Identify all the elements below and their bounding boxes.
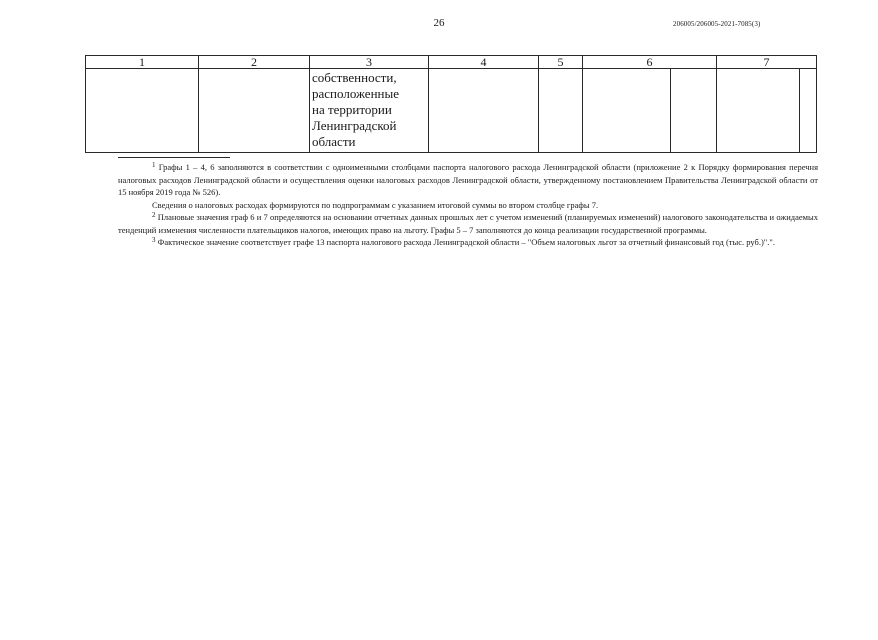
table-row bbox=[86, 69, 817, 153]
cell3-line: собственности, bbox=[312, 70, 397, 85]
footnote-separator bbox=[118, 157, 230, 158]
footnote-3 bbox=[118, 236, 818, 249]
cell3-line: Ленинградской bbox=[312, 118, 397, 133]
column-header-3: 3 bbox=[310, 56, 429, 69]
cell3-line: расположенные bbox=[312, 86, 399, 101]
footnote-text: Графы 1 – 4, 6 заполняются в соответствии с одноименными столбцами паспорта налогового расхода Ленинградской области (приложение 2 к Порядку формирования перечня налоговых расходов Ленинградской области и осуществления оценки налоговых расходов Ленинградской области, утвержденному постановлением Правительства Ленинградской области от 15 ноября 2019 года № 526). bbox=[118, 162, 819, 197]
column-header-1: 1 bbox=[86, 56, 199, 69]
table-cell-7a bbox=[717, 69, 800, 153]
footnote-mark: 1 bbox=[152, 161, 156, 169]
table-cell-6a bbox=[583, 69, 671, 153]
table-cell-3 bbox=[310, 69, 429, 153]
footnote-2 bbox=[118, 211, 818, 236]
table-cell-2 bbox=[199, 69, 310, 153]
column-header-4: 4 bbox=[429, 56, 539, 69]
table-cell-6b bbox=[671, 69, 717, 153]
table-cell-1 bbox=[86, 69, 199, 153]
column-header-7: 7 bbox=[717, 56, 817, 69]
footnote-text: Сведения о налоговых расходах формируются по подпрограммам с указанием итоговой суммы во втором столбце графы 7. bbox=[152, 199, 599, 210]
table-cell-5 bbox=[539, 69, 583, 153]
footnote-mark: 3 bbox=[152, 236, 156, 244]
footnote-1-continuation bbox=[118, 199, 818, 212]
table-cell-7b bbox=[800, 69, 817, 153]
column-header-6: 6 bbox=[583, 56, 717, 69]
footnote-1 bbox=[118, 161, 818, 199]
footnote-text: Фактическое значение соответствует графе 13 паспорта налогового расхода Ленинградской области – "Объем налоговых льгот за отчетный финансовый год (тыс. руб.)".". bbox=[157, 237, 775, 247]
column-header-5: 5 bbox=[539, 56, 583, 69]
footnote-text: Плановые значения граф 6 и 7 определяются на основании отчетных данных прошлых лет с учетом изменений (планируемых изменений) налогового законодательства и ожидаемых тенденций изменения численности плательщиков налогов, имеющих право на льготу. Графы 5 – 7 заполняются до конца реализации государственной программы. bbox=[118, 212, 818, 235]
table-header-row bbox=[86, 56, 817, 69]
data-table bbox=[85, 55, 817, 153]
page-number: 26 bbox=[433, 17, 445, 29]
column-header-2: 2 bbox=[199, 56, 310, 69]
cell3-line: на территории bbox=[312, 102, 392, 117]
cell3-line: области bbox=[312, 134, 356, 149]
footnote-mark: 2 bbox=[152, 211, 156, 219]
table-cell-4 bbox=[429, 69, 539, 153]
document-number: 206005/206005-2021-7085(3) bbox=[673, 20, 761, 28]
footnotes bbox=[118, 161, 818, 249]
